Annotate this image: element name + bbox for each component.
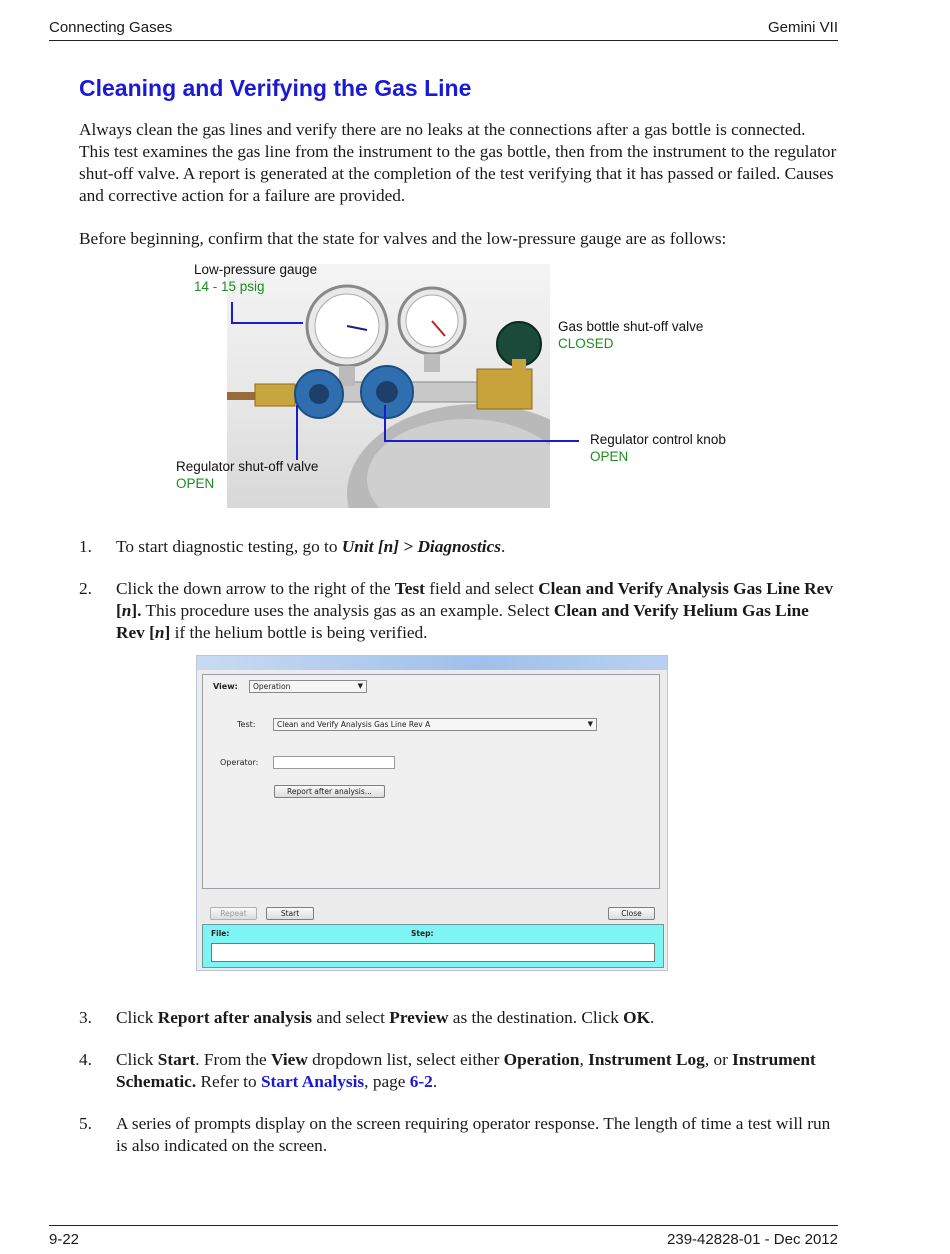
control-knob-leader [384, 405, 386, 441]
bottle-valve-label: Gas bottle shut-off valve [558, 319, 704, 334]
step-number: 1. [79, 537, 92, 556]
diagnostics-dialog-screenshot [196, 655, 668, 971]
step-text: A series of prompts display on the screen requiring operator response. The length of time a test will run is also indicated on the screen. [116, 1114, 831, 1155]
status-area [202, 924, 664, 968]
step-number: 5. [79, 1114, 92, 1133]
dialog-panel [202, 674, 660, 889]
low-gauge-leader-h [231, 322, 303, 324]
control-knob-state: OPEN [590, 449, 629, 464]
step-number: 3. [79, 1008, 92, 1027]
low-pressure-gauge-callout [194, 261, 317, 295]
control-knob-leader-h [384, 440, 579, 442]
view-dropdown[interactable] [249, 680, 367, 693]
shutoff-valve-callout [176, 458, 318, 492]
report-after-analysis-button[interactable]: Report after analysis... [274, 785, 385, 798]
step-text: To start diagnostic testing, go to Unit [n] > Diagnostics. [116, 537, 506, 556]
intro-paragraph: Always clean the gas lines and verify there are no leaks at the connections after a gas bottle is connected. This test examines the gas line from the instrument to the gas bottle, then from the instrument to the regulator shut-off valve. A report is generated at the completion of the test verifying that it has passed or failed. Causes and corrective action for a failure are provided. [79, 120, 837, 205]
test-value: Clean and Verify Analysis Gas Line Rev A [277, 720, 431, 729]
bottle-valve-callout [558, 318, 703, 352]
document-id: 239-42828-01 - Dec 2012 [667, 1231, 838, 1248]
start-analysis-link[interactable]: Start Analysis [260, 1072, 365, 1091]
start-button[interactable]: Start [266, 907, 314, 920]
operator-label: Operator: [220, 758, 259, 767]
step-text: Click Report after analysis and select Preview as the destination. Click OK. [116, 1008, 655, 1027]
chevron-down-icon: ▼ [587, 720, 593, 728]
product-name: Gemini VII [767, 19, 838, 36]
view-value: Operation [253, 682, 291, 691]
step-number: 4. [79, 1050, 92, 1069]
page-number: 9-22 [49, 1231, 80, 1248]
step-4 [79, 1049, 839, 1093]
shutoff-valve-label: Regulator shut-off valve [176, 459, 319, 474]
test-label: Test: [237, 720, 256, 729]
low-gauge-leader [231, 302, 233, 324]
step-label: Step: [411, 929, 434, 938]
shutoff-valve-leader [296, 405, 298, 460]
step-text: Click Start. From the View dropdown list, select either Operation, Instrument Log, or Instrument Schematic. Refer to Start Analysis, page 6-2. [116, 1050, 816, 1091]
step-2 [79, 578, 839, 644]
before-paragraph: Before beginning, confirm that the state for valves and the low-pressure gauge are as follows: [79, 229, 727, 248]
operator-input[interactable] [273, 756, 395, 769]
page-6-2-link[interactable]: 6-2 [409, 1072, 433, 1091]
test-dropdown[interactable] [273, 718, 597, 731]
low-gauge-state: 14 - 15 psig [194, 279, 265, 294]
shutoff-valve-state: OPEN [176, 476, 215, 491]
section-name: Connecting Gases [49, 19, 173, 36]
bottle-valve-state: CLOSED [558, 336, 614, 351]
repeat-button[interactable]: Repeat [210, 907, 257, 920]
menu-path: Unit [n] > Diagnostics [341, 537, 501, 556]
close-button[interactable]: Close [608, 907, 655, 920]
step-3 [79, 1007, 839, 1029]
view-label: View: [213, 682, 238, 691]
step-5 [79, 1113, 839, 1157]
step-1 [79, 536, 839, 558]
chevron-down-icon: ▼ [357, 682, 363, 690]
page-header [49, 17, 838, 41]
file-label: File: [211, 929, 230, 938]
step-number: 2. [79, 579, 92, 598]
low-gauge-label: Low-pressure gauge [194, 262, 318, 277]
dialog-title-bar [197, 656, 667, 670]
control-knob-callout [590, 431, 726, 465]
page-title: Cleaning and Verifying the Gas Line [79, 75, 472, 101]
step-text: Click the down arrow to the right of the Test field and select Clean and Verify Analysis Gas Line Rev [n]. This procedure uses the analysis gas as an example. Select Clean and Verify Helium Gas Line Rev [n] if the helium bottle is being verified. [116, 579, 833, 642]
status-field [211, 943, 655, 962]
control-knob-label: Regulator control knob [590, 432, 726, 447]
page-footer [49, 1225, 838, 1248]
